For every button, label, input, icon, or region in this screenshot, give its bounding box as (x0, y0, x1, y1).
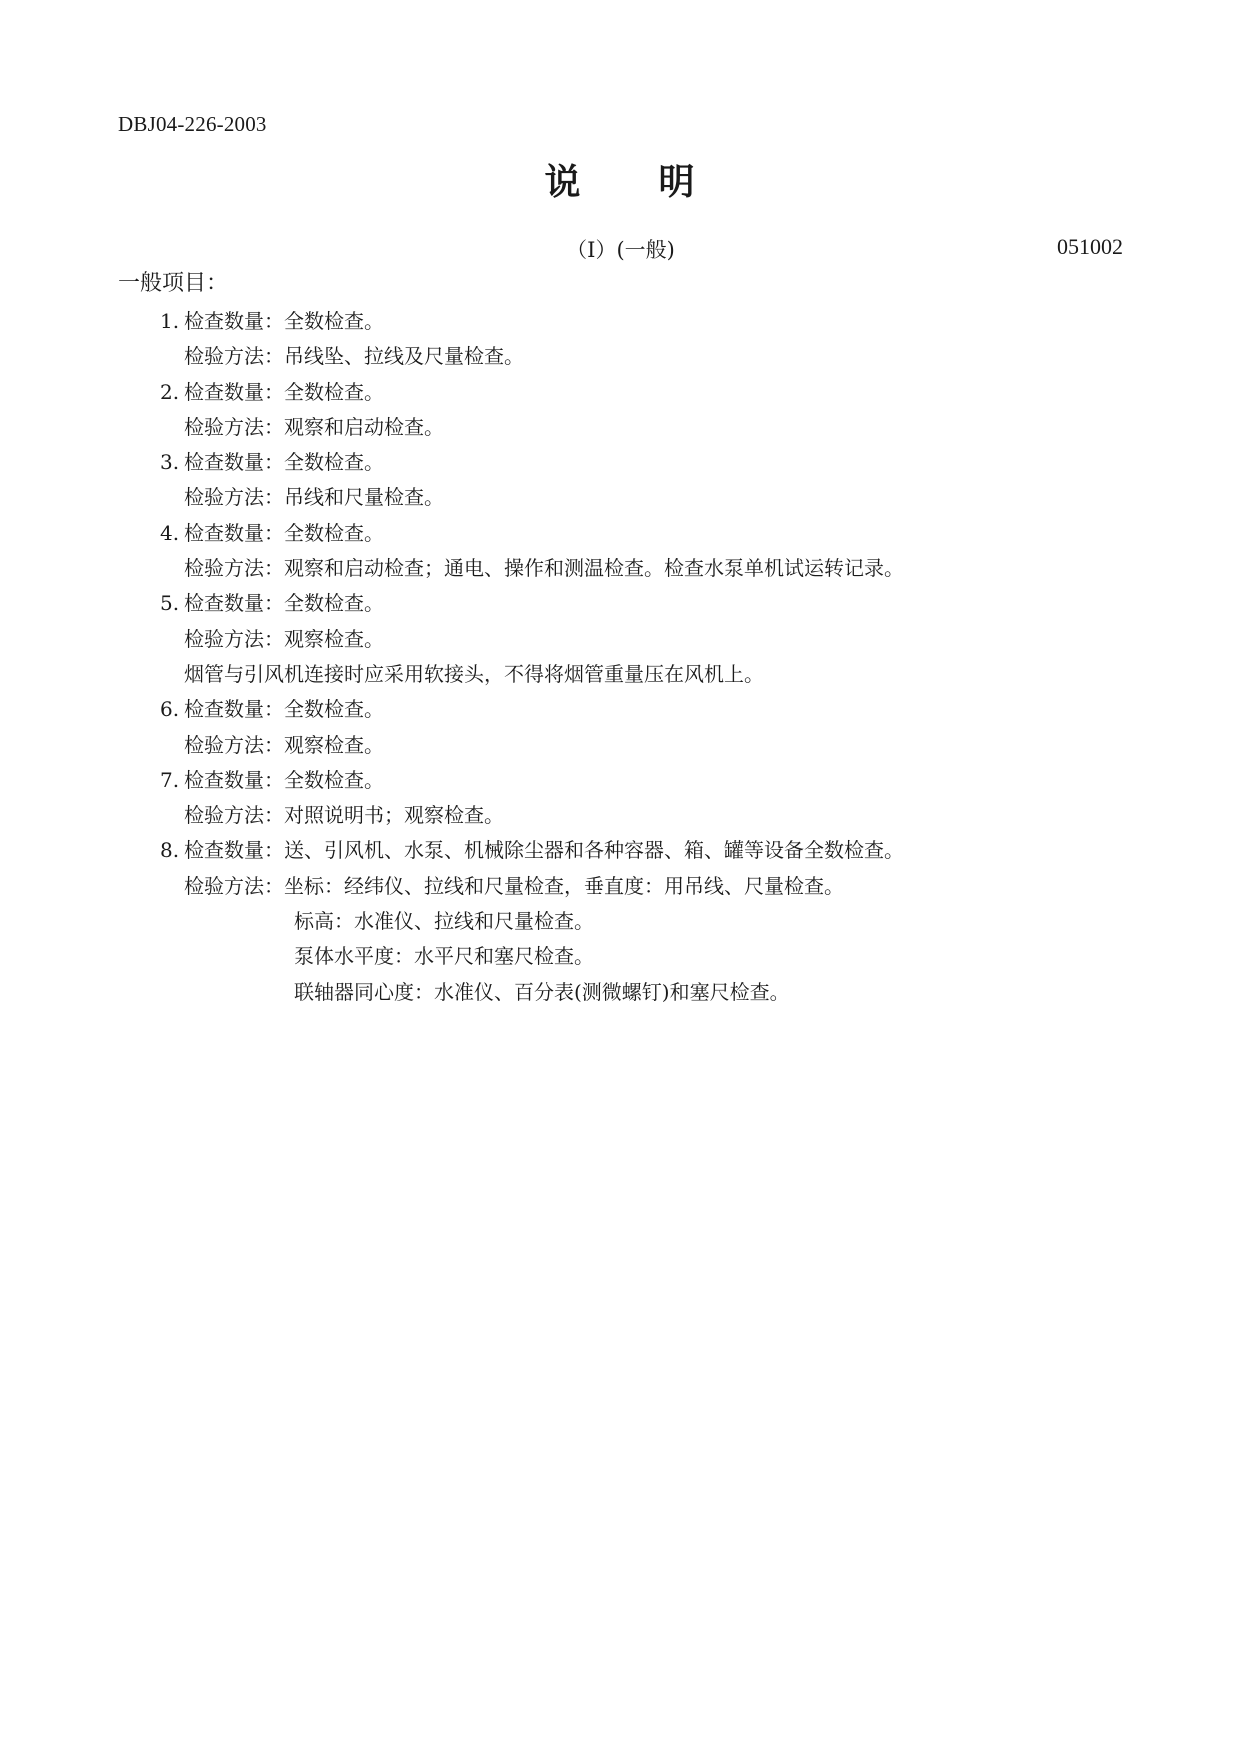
item-text: 烟管与引风机连接时应采用软接头，不得将烟管重量压在风机上。 (184, 661, 764, 686)
list-item (0, 869, 1241, 904)
list-item (0, 833, 1241, 868)
item-text: 检查数量：全数检查。 (184, 697, 384, 722)
list-item (0, 339, 1241, 374)
item-text: 检验方法：吊线坠、拉线及尺量检查。 (184, 344, 524, 369)
item-number: 6. (160, 697, 180, 722)
item-text: 检查数量：全数检查。 (184, 591, 384, 616)
item-text: 检查数量：送、引风机、水泵、机械除尘器和各种容器、箱、罐等设备全数检查。 (184, 838, 904, 863)
item-text: 检验方法：观察检查。 (184, 732, 384, 757)
document-code: DBJ04-226-2003 (118, 112, 267, 136)
list-item (0, 622, 1241, 657)
section-heading: 一般项目： (118, 271, 229, 296)
item-text: 检查数量：全数检查。 (184, 520, 384, 545)
page-subtitle: （Ⅰ）(一般) (566, 238, 675, 262)
item-number: 2. (160, 379, 180, 404)
list-item (0, 375, 1241, 410)
form-code: 051002 (1057, 234, 1123, 259)
list-item (0, 939, 1241, 974)
list-item (0, 798, 1241, 833)
list-item (0, 551, 1241, 586)
item-text: 检验方法：观察和启动检查。 (184, 414, 444, 439)
item-number: 5. (160, 591, 180, 616)
item-text: 检验方法：对照说明书；观察检查。 (184, 803, 504, 828)
list-item (0, 480, 1241, 515)
item-text: 检验方法：坐标：经纬仪、拉线和尺量检查，垂直度：用吊线、尺量检查。 (184, 873, 844, 898)
list-item (0, 516, 1241, 551)
item-text: 联轴器同心度：水准仪、百分表(测微螺钉)和塞尺检查。 (294, 979, 790, 1004)
item-number: 4. (160, 520, 180, 545)
item-text: 检验方法：观察和启动检查；通电、操作和测温检查。检查水泵单机试运转记录。 (184, 556, 904, 581)
list-item (0, 410, 1241, 445)
item-number: 3. (160, 450, 180, 475)
item-text: 检验方法：吊线和尺量检查。 (184, 485, 444, 510)
list-item (0, 728, 1241, 763)
item-text: 检查数量：全数检查。 (184, 379, 384, 404)
list-item (0, 657, 1241, 692)
item-number: 8. (160, 838, 180, 863)
item-text: 检查数量：全数检查。 (184, 450, 384, 475)
page-title: 说 明 (544, 162, 697, 203)
item-text: 检查数量：全数检查。 (184, 767, 384, 792)
list-item (0, 975, 1241, 1010)
list-item (0, 904, 1241, 939)
list-item (0, 763, 1241, 798)
item-text: 检查数量：全数检查。 (184, 309, 384, 333)
item-number: 1. (160, 309, 180, 333)
item-text: 标高：水准仪、拉线和尺量检查。 (294, 909, 594, 934)
list-item (0, 445, 1241, 480)
list-item (0, 586, 1241, 621)
item-text: 泵体水平度：水平尺和塞尺检查。 (294, 944, 594, 969)
item-list (0, 304, 1241, 1010)
item-text: 检验方法：观察检查。 (184, 626, 384, 651)
list-item (0, 692, 1241, 727)
item-number: 7. (160, 767, 180, 792)
list-item (0, 304, 1241, 339)
